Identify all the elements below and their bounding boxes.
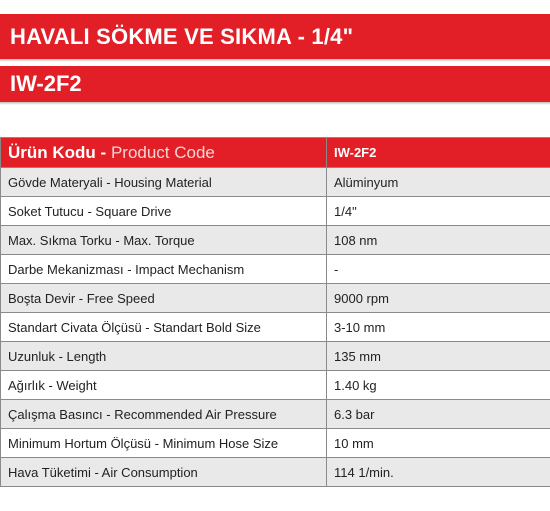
product-title: HAVALI SÖKME VE SIKMA - 1/4": [10, 23, 354, 49]
spec-value-housing-material: Alüminyum: [327, 168, 550, 197]
spec-label-hose-size: Minimum Hortum Ölçüsü - Minimum Hose Size: [1, 429, 327, 458]
product-model: IW-2F2: [10, 71, 82, 96]
spec-value-max-torque: 108 nm: [327, 226, 550, 255]
spec-value-air-pressure: 6.3 bar: [327, 400, 550, 429]
spec-label-impact-mechanism: Darbe Mekanizması - Impact Mechanism: [1, 255, 327, 284]
spec-value-air-consumption: 114 1/min.: [327, 458, 550, 487]
table-row: [1, 197, 550, 226]
table-row: [1, 255, 550, 284]
table-row: [1, 168, 550, 197]
table-row: [1, 226, 550, 255]
spec-label-max-torque: Max. Sıkma Torku - Max. Torque: [1, 226, 327, 255]
spec-table: [0, 137, 550, 487]
product-code-value: IW-2F2: [327, 138, 550, 168]
spec-value-square-drive: 1/4": [327, 197, 550, 226]
product-code-label: [1, 138, 327, 168]
spec-label-square-drive: Soket Tutucu - Square Drive: [1, 197, 327, 226]
table-row: [1, 371, 550, 400]
spec-label-air-pressure: Çalışma Basıncı - Recommended Air Pressure: [1, 400, 327, 429]
spec-label-bolt-size: Standart Civata Ölçüsü - Standart Bold Size: [1, 313, 327, 342]
table-row: [1, 458, 550, 487]
spec-table-header-row: [1, 138, 550, 168]
table-row: [1, 313, 550, 342]
spec-value-free-speed: 9000 rpm: [327, 284, 550, 313]
spec-label-air-consumption: Hava Tüketimi - Air Consumption: [1, 458, 327, 487]
table-row: [1, 429, 550, 458]
table-row: [1, 284, 550, 313]
product-code-label-en: Product Code: [110, 142, 215, 162]
product-code-label-tr: Ürün Kodu -: [8, 142, 107, 162]
product-model-banner: [0, 66, 550, 102]
spec-value-weight: 1.40 kg: [327, 371, 550, 400]
spec-value-bolt-size: 3-10 mm: [327, 313, 550, 342]
product-title-banner: [0, 14, 550, 59]
table-row: [1, 400, 550, 429]
spec-label-length: Uzunluk - Length: [1, 342, 327, 371]
table-row: [1, 342, 550, 371]
spec-value-hose-size: 10 mm: [327, 429, 550, 458]
spec-value-impact-mechanism: -: [327, 255, 550, 284]
spec-label-free-speed: Boşta Devir - Free Speed: [1, 284, 327, 313]
spec-label-housing-material: Gövde Materyali - Housing Material: [1, 168, 327, 197]
spec-label-weight: Ağırlık - Weight: [1, 371, 327, 400]
spec-value-length: 135 mm: [327, 342, 550, 371]
